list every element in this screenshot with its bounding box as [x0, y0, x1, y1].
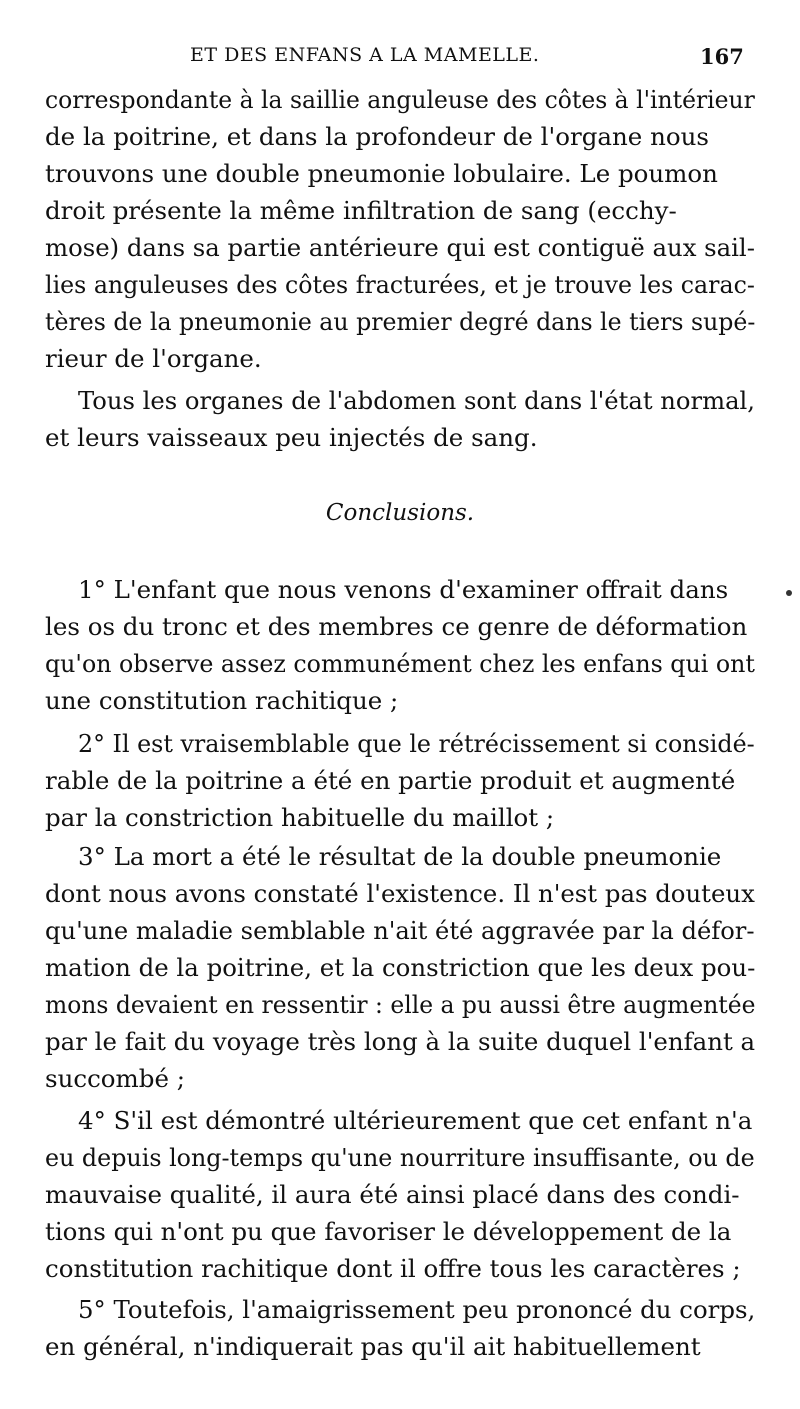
text-line: et leurs vaisseaux peu injectés de sang.: [45, 423, 538, 452]
text-line: constitution rachitique dont il offre tous les caractères ;: [45, 1254, 741, 1283]
running-title: ET DES ENFANS A LA MAMELLE.: [190, 44, 540, 66]
margin-dot: [786, 590, 792, 596]
running-head: [0, 44, 800, 74]
text-line: mation de la poitrine, et la constriction que les deux pou-: [45, 953, 756, 982]
text-line: qu'on observe assez communément chez les enfans qui ont: [45, 649, 755, 678]
text-line: tères de la pneumonie au premier degré dans le tiers supé-: [45, 307, 756, 336]
text-line: droit présente la même infiltration de sang (ecchy-: [45, 196, 677, 225]
text-line: correspondante à la saillie anguleuse des côtes à l'intérieur: [45, 85, 755, 114]
text-line: mose) dans sa partie antérieure qui est contiguë aux sail-: [45, 233, 755, 262]
text-line: lies anguleuses des côtes fracturées, et je trouve les carac-: [45, 270, 755, 299]
text-line: 3° La mort a été le résultat de la double pneumonie: [78, 842, 722, 871]
text-line: mauvaise qualité, il aura été ainsi placé dans des condi-: [45, 1180, 740, 1209]
text-line: succombé ;: [45, 1064, 186, 1093]
text-line: rieur de l'organe.: [45, 344, 262, 373]
text-line: tions qui n'ont pu que favoriser le développement de la: [45, 1217, 732, 1246]
text-line: 5° Toutefois, l'amaigrissement peu prononcé du corps,: [78, 1295, 756, 1324]
text-line: 2° Il est vraisemblable que le rétrécissement si considé-: [78, 729, 755, 758]
text-line: qu'une maladie semblable n'ait été aggravée par la défor-: [45, 916, 755, 945]
text-line: mons devaient en ressentir : elle a pu aussi être augmentée: [45, 990, 756, 1019]
text-line: les os du tronc et des membres ce genre de déformation: [45, 612, 748, 641]
text-line: 4° S'il est démontré ultérieurement que cet enfant n'a: [78, 1106, 753, 1135]
page-number: 167: [700, 44, 744, 69]
text-line: 1° L'enfant que nous venons d'examiner offrait dans: [78, 575, 729, 604]
text-line: en général, n'indiquerait pas qu'il ait habituellement: [45, 1332, 701, 1361]
section-heading: Conclusions.: [325, 500, 475, 526]
text-line: trouvons une double pneumonie lobulaire. Le poumon: [45, 159, 718, 188]
text-line: rable de la poitrine a été en partie produit et augmenté: [45, 766, 736, 795]
text-line: de la poitrine, et dans la profondeur de l'organe nous: [45, 122, 709, 151]
text-line: dont nous avons constaté l'existence. Il n'est pas douteux: [45, 879, 755, 908]
text-line: eu depuis long-temps qu'une nourriture insuffisante, ou de: [45, 1143, 755, 1172]
text-line: Tous les organes de l'abdomen sont dans l'état normal,: [78, 386, 756, 415]
text-line: par la constriction habituelle du maillot ;: [45, 803, 555, 832]
text-line: par le fait du voyage très long à la suite duquel l'enfant a: [45, 1027, 756, 1056]
text-line: une constitution rachitique ;: [45, 686, 399, 715]
